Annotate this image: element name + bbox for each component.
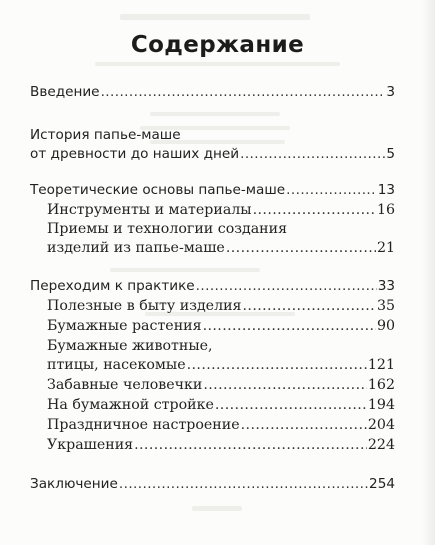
toc-entry-practice[interactable] [30, 278, 395, 295]
toc-entry-page: 33 [377, 278, 395, 294]
dot-leader [240, 146, 385, 163]
toc-entry-label: Введение [30, 84, 100, 100]
toc-entry-label: Теоретические основы папье-маше [30, 182, 286, 198]
toc-entry-page: 254 [369, 476, 395, 492]
toc-entry-page: 121 [367, 357, 395, 373]
toc-entry-label: На бумажной стройке [47, 397, 214, 413]
dot-leader [203, 377, 367, 394]
dot-leader [253, 202, 376, 219]
toc-entry-page: 162 [367, 377, 395, 393]
toc-title: Содержание [130, 32, 305, 58]
toc-entry-page: 5 [386, 146, 395, 162]
toc-entry-tools[interactable] [47, 202, 395, 219]
toc-entry-label: Забавные человечки [47, 377, 203, 393]
toc-entry-label-line[interactable]: Приемы и технологии создания [47, 221, 288, 237]
toc-entry-page: 224 [367, 437, 395, 453]
dot-leader [203, 318, 376, 335]
toc-entry-page: 13 [377, 182, 395, 198]
dot-leader [226, 240, 376, 257]
dot-leader [196, 278, 377, 295]
toc-entry-label: изделий из папье-маше [47, 240, 225, 256]
toc-entry-little-people[interactable] [47, 377, 395, 394]
toc-entry-label: Инструменты и материалы [47, 202, 252, 218]
toc-entry-label-line[interactable]: История папье-маше [30, 127, 181, 143]
dot-leader [241, 417, 367, 434]
toc-entry-label: от древности до наших дней [30, 146, 240, 162]
toc-entry-decorations[interactable] [47, 437, 395, 454]
toc-entry-page: 16 [376, 202, 395, 218]
toc-entry-label: Заключение [30, 476, 118, 492]
toc-entry-theory[interactable] [30, 182, 395, 199]
dot-leader [134, 437, 367, 454]
toc-entry-plants[interactable] [47, 318, 395, 335]
toc-entry-label: птицы, насекомые [47, 357, 186, 373]
toc-entry-introduction[interactable] [30, 84, 395, 101]
dot-leader [215, 397, 367, 414]
toc-entry-label: Полезные в быту изделия [47, 298, 242, 314]
toc-entry-holiday[interactable] [47, 417, 395, 434]
toc-entry-construction[interactable] [47, 397, 395, 414]
toc-entry-animals[interactable] [47, 357, 395, 374]
toc-entry-conclusion[interactable] [30, 476, 395, 493]
dot-leader [187, 357, 367, 374]
toc-entry-page: 204 [367, 417, 395, 433]
toc-entry-history[interactable] [30, 146, 395, 163]
toc-entry-page: 35 [376, 298, 395, 314]
dot-leader [101, 84, 386, 101]
toc-entry-useful-items[interactable] [47, 298, 395, 315]
toc-entry-label-line[interactable]: Бумажные животные, [47, 338, 213, 354]
toc-entry-page: 194 [367, 397, 395, 413]
dot-leader [119, 476, 368, 493]
toc-entry-label: Бумажные растения [47, 318, 202, 334]
toc-entry-label: Украшения [47, 437, 134, 453]
toc-entry-label: Праздничное настроение [47, 417, 240, 433]
toc-entry-label: Переходим к практике [30, 278, 195, 294]
toc-entry-page: 21 [376, 240, 395, 256]
page-edge-shadow [421, 0, 435, 545]
toc-entry-page: 3 [386, 84, 395, 100]
dot-leader [286, 182, 377, 199]
toc-entry-page: 90 [376, 318, 395, 334]
dot-leader [243, 298, 376, 315]
toc-entry-techniques[interactable] [47, 240, 395, 257]
